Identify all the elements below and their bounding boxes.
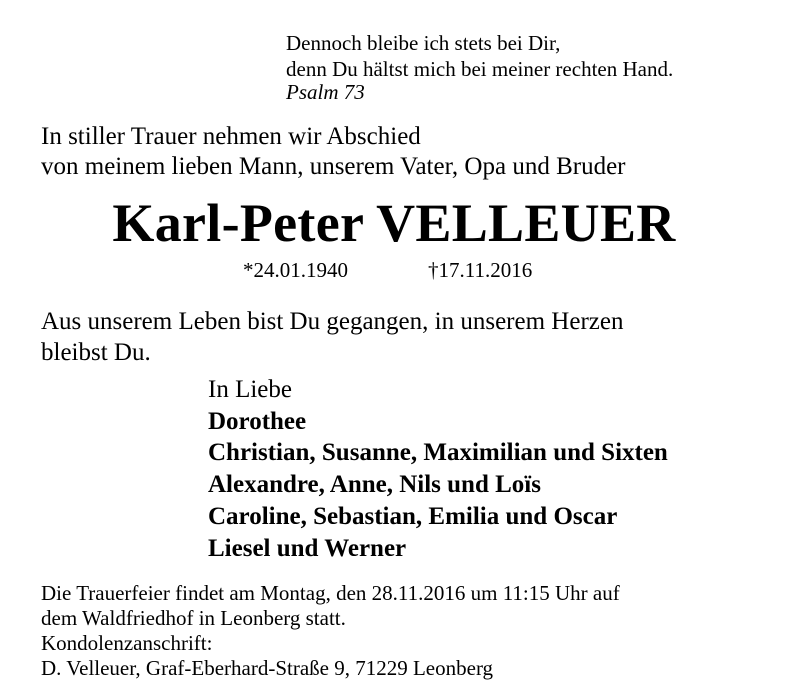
condolence-label: Kondolenzanschrift:	[41, 631, 213, 655]
verse-line-2: bleibst Du.	[41, 339, 151, 366]
mourner-name: Liesel und Werner	[208, 535, 407, 562]
birth-date: *24.01.1940	[243, 258, 348, 282]
psalm-quote-line-2: denn Du hältst mich bei meiner rechten Hand.	[286, 57, 674, 81]
condolence-address: D. Velleuer, Graf-Eberhard-Straße 9, 71229 Leonberg	[41, 656, 494, 680]
mourner-name: Christian, Susanne, Maximilian und Sixten	[208, 439, 668, 466]
funeral-info-line-1: Die Trauerfeier findet am Montag, den 28.11.2016 um 11:15 Uhr auf	[41, 581, 620, 605]
intro-line-1: In stiller Trauer nehmen wir Abschied	[41, 123, 421, 150]
psalm-quote-line-1: Dennoch bleibe ich stets bei Dir,	[286, 31, 561, 55]
verse-line-1: Aus unserem Leben bist Du gegangen, in unserem Herzen	[41, 308, 624, 335]
mourner-name: Caroline, Sebastian, Emilia und Oscar	[208, 503, 618, 530]
intro-line-2: von meinem lieben Mann, unserem Vater, Opa und Bruder	[41, 153, 626, 180]
mourner-name: Dorothee	[208, 408, 307, 435]
psalm-quote-source: Psalm 73	[286, 80, 365, 104]
mourner-name: Alexandre, Anne, Nils und Loïs	[208, 471, 541, 498]
funeral-info-line-2: dem Waldfriedhof in Leonberg statt.	[41, 606, 346, 630]
mourners-intro: In Liebe	[208, 376, 292, 403]
deceased-name: Karl-Peter VELLEUER	[112, 193, 676, 253]
death-date: †17.11.2016	[428, 258, 533, 282]
